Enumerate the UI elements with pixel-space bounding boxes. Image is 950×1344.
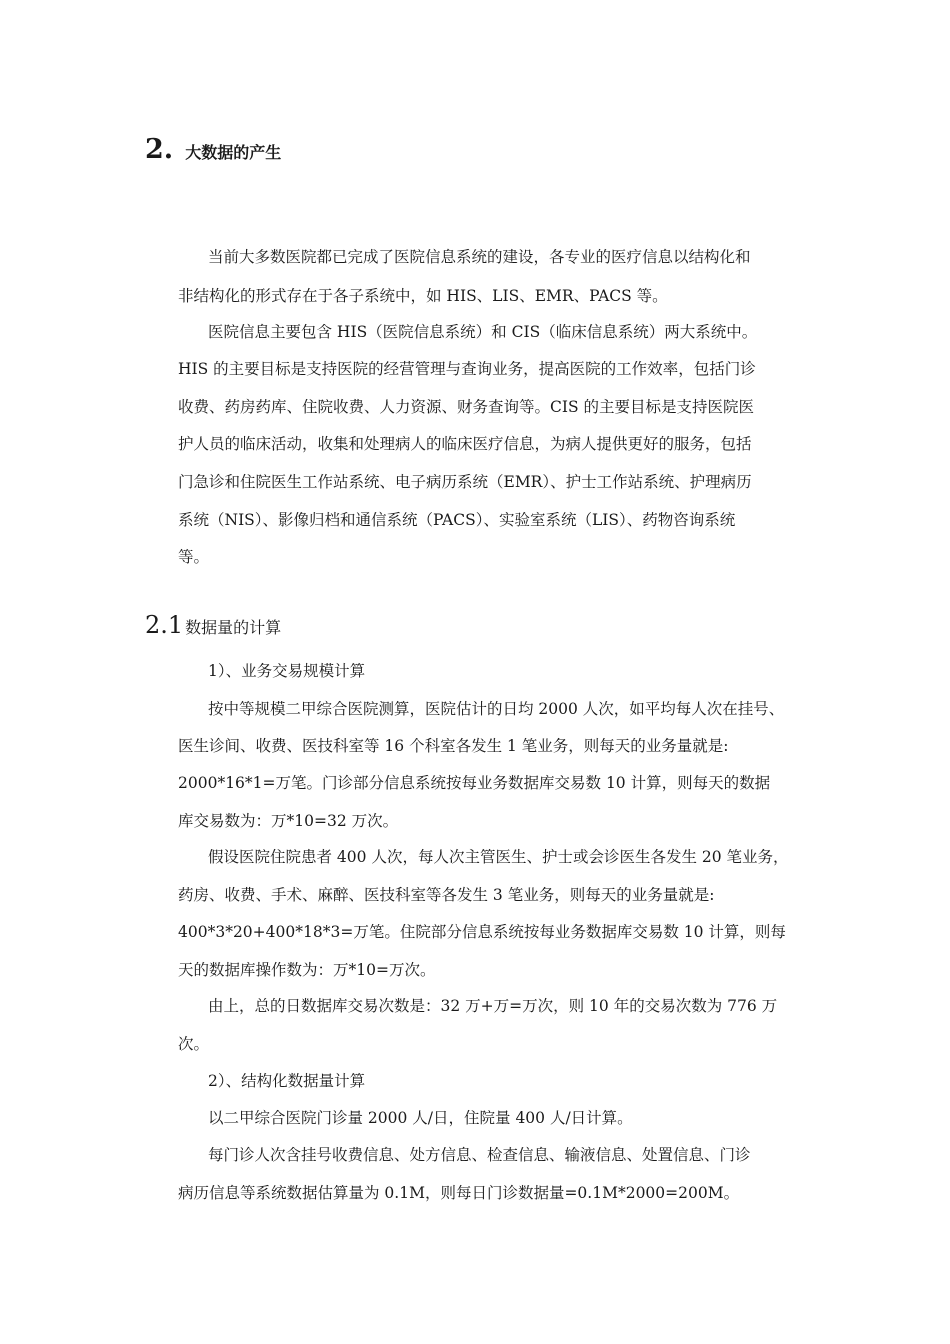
paragraph-line: 每门诊人次含挂号收费信息、处方信息、检查信息、输液信息、处置信息、门诊 (208, 1146, 751, 1164)
subsection-heading (145, 611, 281, 639)
paragraph-line: 以二甲综合医院门诊量 2000 人/日，住院量 400 人/日计算。 (208, 1109, 633, 1127)
paragraph-line: 库交易数为：万*10=32 万次。 (178, 812, 399, 830)
paragraph-line: 400*3*20+400*18*3=万笔。住院部分信息系统按每业务数据库交易数 10 计算，则每 (178, 923, 786, 941)
paragraph-line: 收费、药房药库、住院收费、人力资源、财务查询等。CIS 的主要目标是支持医院医 (178, 398, 755, 416)
paragraph-line: 天的数据库操作数为：万*10=万次。 (178, 961, 436, 979)
section-heading (145, 134, 281, 165)
paragraph-line: 非结构化的形式存在于各子系统中，如 HIS、LIS、EMR、PACS 等。 (178, 287, 668, 305)
paragraph-line: 次。 (178, 1035, 210, 1053)
paragraph-line: 等。 (178, 548, 210, 566)
paragraph-line: 药房、收费、手术、麻醉、医技科室等各发生 3 笔业务，则每天的业务量就是: (178, 886, 715, 904)
subsection-number: 2.1 (145, 611, 184, 639)
subsection-title: 数据量的计算 (185, 618, 282, 637)
paragraph-line: 系统（NIS）、影像归档和通信系统（PACS）、实验室系统（LIS）、药物咨询系统 (178, 511, 736, 529)
paragraph-line: 当前大多数医院都已完成了医院信息系统的建设，各专业的医疗信息以结构化和 (208, 248, 751, 266)
paragraph-line: 病历信息等系统数据估算量为 0.1M，则每日门诊数据量=0.1M*2000=200M。 (178, 1184, 740, 1202)
section-number: 2. (145, 134, 174, 165)
paragraph-line: 假设医院住院患者 400 人次，每人次主管医生、护士或会诊医生各发生 20 笔业务， (208, 848, 789, 866)
paragraph-line: 医院信息主要包含 HIS（医院信息系统）和 CIS（临床信息系统）两大系统中。 (208, 323, 758, 341)
paragraph-line: 门急诊和住院医生工作站系统、电子病历系统（EMR）、护士工作站系统、护理病历 (178, 473, 752, 491)
paragraph-line: 按中等规模二甲综合医院测算，医院估计的日均 2000 人次，如平均每人次在挂号、 (208, 700, 785, 718)
paragraph-line: 由上，总的日数据库交易次数是：32 万+万=万次，则 10 年的交易次数为 776 万 (208, 997, 778, 1015)
paragraph-line: HIS 的主要目标是支持医院的经营管理与查询业务，提高医院的工作效率，包括门诊 (178, 360, 756, 378)
list-item-label: 2）、结构化数据量计算 (208, 1072, 366, 1090)
list-item-label: 1）、业务交易规模计算 (208, 662, 366, 680)
paragraph-line: 护人员的临床活动，收集和处理病人的临床医疗信息，为病人提供更好的服务，包括 (178, 435, 752, 453)
paragraph-line: 2000*16*1=万笔。门诊部分信息系统按每业务数据库交易数 10 计算，则每天的数据 (178, 774, 771, 792)
section-title: 大数据的产生 (185, 143, 282, 162)
paragraph-line: 医生诊间、收费、医技科室等 16 个科室各发生 1 笔业务，则每天的业务量就是: (178, 737, 729, 755)
